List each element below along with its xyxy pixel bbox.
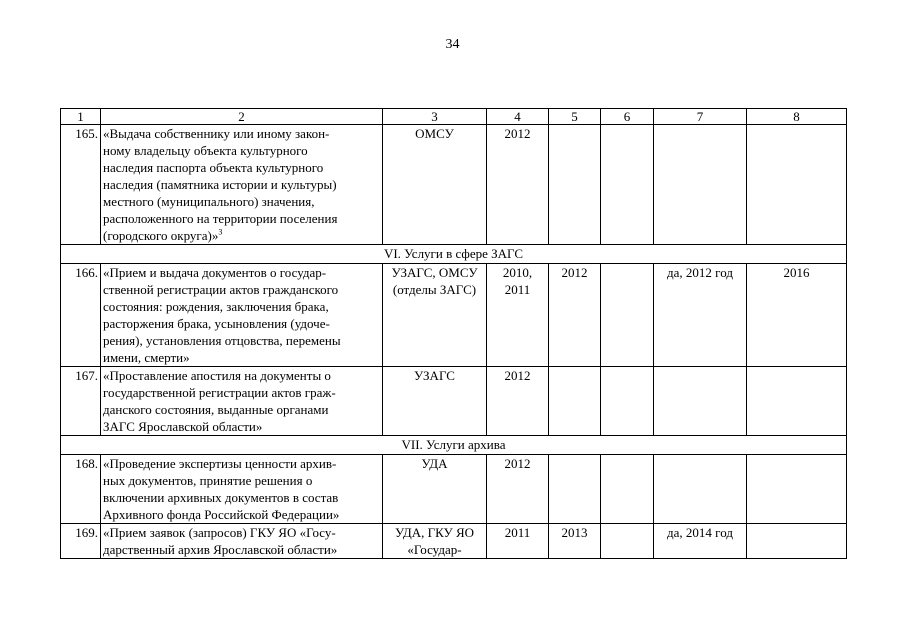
description-line [103, 418, 380, 435]
description-text: наследия (памятника истории и культуры) [103, 177, 337, 192]
description-text: (городского округа)» [103, 228, 219, 243]
row-number: 165. [61, 125, 101, 245]
column-header-row [61, 109, 847, 125]
description-text: данского состояния, выданные органами [103, 402, 329, 417]
description-line [103, 384, 380, 401]
value-cell-c6 [601, 367, 654, 436]
description-text: Архивного фонда Российской Федерации» [103, 507, 340, 522]
cell-line: (отделы ЗАГС) [392, 282, 477, 297]
year-cell [487, 367, 549, 436]
column-header: 7 [654, 109, 747, 125]
value-cell-c5 [549, 125, 601, 245]
service-description [101, 455, 383, 524]
description-line [103, 489, 380, 506]
column-header: 2 [101, 109, 383, 125]
description-text: «Выдача собственнику или иному закон- [103, 126, 330, 141]
description-line [103, 401, 380, 418]
value-cell-c7 [654, 125, 747, 245]
value-cell-c5 [549, 455, 601, 524]
section-header-row [61, 436, 847, 455]
column-header: 1 [61, 109, 101, 125]
description-line [103, 159, 380, 176]
description-text: расторжения брака, усыновления (удоче- [103, 316, 330, 331]
column-header: 6 [601, 109, 654, 125]
description-line [103, 455, 380, 472]
value-cell-c8 [747, 524, 847, 559]
cell-line: ОМСУ [415, 126, 454, 141]
description-text: ЗАГС Ярославской области» [103, 419, 263, 434]
cell-line: УДА [421, 456, 448, 471]
section-title: VI. Услуги в сфере ЗАГС [61, 245, 847, 264]
value-cell-c7 [654, 367, 747, 436]
description-line [103, 541, 380, 558]
table-row [61, 455, 847, 524]
cell-line: 2012 [504, 456, 531, 471]
year-cell [487, 264, 549, 367]
value-cell-c8: 2016 [747, 264, 847, 367]
value-cell-c6 [601, 125, 654, 245]
table-row [61, 125, 847, 245]
description-line [103, 472, 380, 489]
description-line [103, 176, 380, 193]
value-cell-c5: 2012 [549, 264, 601, 367]
description-line [103, 264, 380, 281]
description-line [103, 210, 380, 227]
value-cell-c6 [601, 455, 654, 524]
description-line [103, 142, 380, 159]
cell-line: 2011 [504, 525, 531, 540]
description-text: ному владельцу объекта культурного [103, 143, 308, 158]
description-text: «Прием заявок (запросов) ГКУ ЯО «Госу- [103, 525, 336, 540]
row-number: 166. [61, 264, 101, 367]
description-text: «Прием и выдача документов о государ- [103, 265, 327, 280]
column-header: 8 [747, 109, 847, 125]
description-line [103, 125, 380, 142]
responsible-body [383, 524, 487, 559]
services-table [60, 108, 847, 559]
service-description [101, 125, 383, 245]
value-cell-c7: да, 2014 год [654, 524, 747, 559]
value-cell-c8 [747, 455, 847, 524]
description-line [103, 227, 380, 244]
table-row [61, 264, 847, 367]
description-text: включении архивных документов в состав [103, 490, 339, 505]
cell-line: 2012 [504, 126, 531, 141]
year-cell [487, 524, 549, 559]
section-title: VII. Услуги архива [61, 436, 847, 455]
responsible-body [383, 264, 487, 367]
cell-line: «Государ- [407, 542, 462, 557]
row-number: 169. [61, 524, 101, 559]
description-line [103, 332, 380, 349]
column-header: 5 [549, 109, 601, 125]
description-text: государственной регистрации актов граж- [103, 385, 336, 400]
page-number: 34 [445, 37, 460, 52]
description-text: имени, смерти» [103, 350, 190, 365]
description-text: ственной регистрации актов гражданского [103, 282, 339, 297]
cell-line: УДА, ГКУ ЯО [394, 525, 475, 540]
value-cell-c7 [654, 455, 747, 524]
description-text: «Проведение экспертизы ценности архив- [103, 456, 337, 471]
service-description [101, 264, 383, 367]
description-line [103, 524, 380, 541]
description-text: ных документов, принятие решения о [103, 473, 313, 488]
description-line [103, 367, 380, 384]
row-number: 167. [61, 367, 101, 436]
value-cell-c8 [747, 367, 847, 436]
column-header: 4 [487, 109, 549, 125]
description-text: дарственный архив Ярославской области» [103, 542, 338, 557]
cell-line: 2012 [504, 368, 531, 383]
value-cell-c8 [747, 125, 847, 245]
year-cell [487, 125, 549, 245]
year-cell [487, 455, 549, 524]
description-line [103, 193, 380, 210]
description-text: состояния: рождения, заключения брака, [103, 299, 329, 314]
table-row [61, 524, 847, 559]
description-text: «Проставление апостиля на документы о [103, 368, 331, 383]
description-line [103, 281, 380, 298]
description-text: наследия паспорта объекта культурного [103, 160, 324, 175]
section-header-row [61, 245, 847, 264]
cell-line: УЗАГС [414, 368, 455, 383]
row-number: 168. [61, 455, 101, 524]
description-text: рения), установления отцовства, перемены [103, 333, 341, 348]
service-description [101, 367, 383, 436]
table-row [61, 367, 847, 436]
value-cell-c6 [601, 524, 654, 559]
value-cell-c5: 2013 [549, 524, 601, 559]
description-line [103, 298, 380, 315]
responsible-body [383, 125, 487, 245]
cell-line: 2010, [502, 265, 533, 280]
footnote-marker: 3 [218, 227, 223, 237]
description-line [103, 506, 380, 523]
description-line [103, 315, 380, 332]
value-cell-c6 [601, 264, 654, 367]
cell-line: 2011 [504, 282, 531, 297]
value-cell-c5 [549, 367, 601, 436]
cell-line: УЗАГС, ОМСУ [391, 265, 478, 280]
description-text: расположенного на территории поселения [103, 211, 338, 226]
value-cell-c7: да, 2012 год [654, 264, 747, 367]
responsible-body [383, 367, 487, 436]
column-header: 3 [383, 109, 487, 125]
description-text: местного (муниципального) значения, [103, 194, 315, 209]
description-line [103, 349, 380, 366]
responsible-body [383, 455, 487, 524]
service-description [101, 524, 383, 559]
